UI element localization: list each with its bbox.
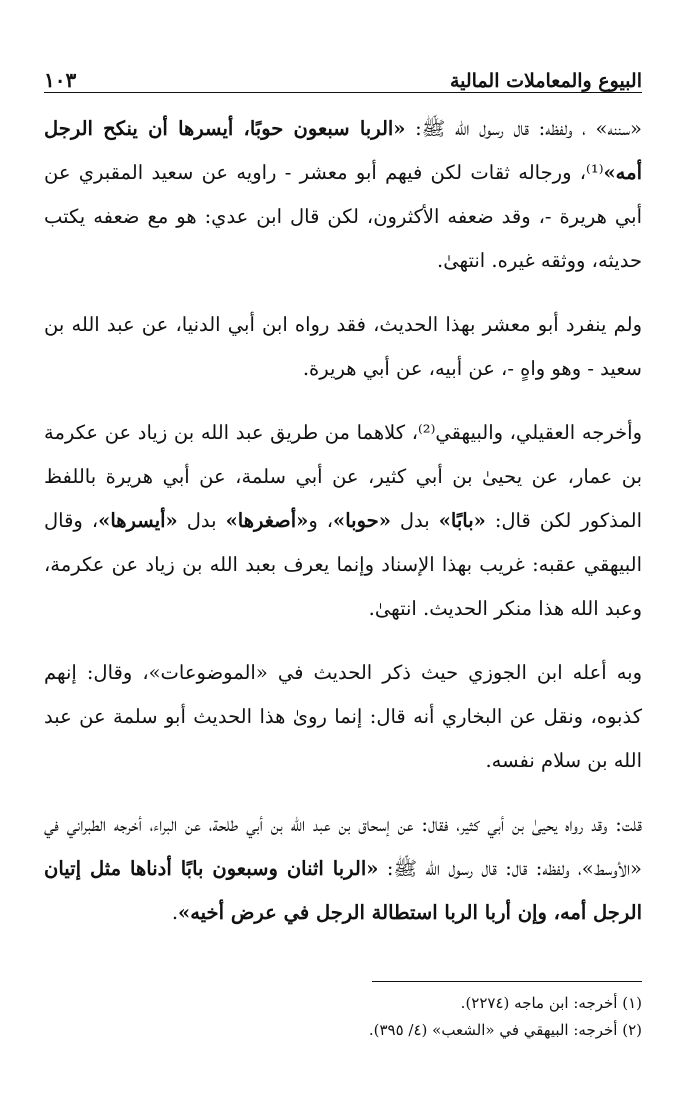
text-segment: وأخرجه العقيلي، والبيهقي⁽²⁾، كلاهما من طريق عبد الله بن زياد عن عكرمة بن عمار، عن يحيىٰ بن أبي كثير، عن أبي سلمة، عن أبي هريرة باللفظ المذكور لكن قال: <box>44 421 642 532</box>
text-segment: ⁽¹⁾، ورجاله ثقات لكن فيهم أبو معشر - راويه عن سعيد المقبري عن أبي هريرة -، وقد ضعفه الأكثرون، لكن قال ابن عدي: هو مع ضعفه يكتب حديثه، ووثقه غيره. انتهىٰ. <box>44 161 642 272</box>
paragraph-1 <box>44 107 642 283</box>
page-number: ١٠٣ <box>44 68 77 92</box>
running-title: البيوع والمعاملات المالية <box>449 70 642 92</box>
text-segment: ولم ينفرد أبو معشر بهذا الحديث، فقد رواه ابن أبي الدنيا، عن عبد الله بن سعيد - وهو واهٍ -، عن أبيه، عن أبي هريرة. <box>44 313 642 380</box>
header-rule <box>44 92 642 93</box>
bold-quote: «الربا سبعون حوبًا، أيسرها أن ينكح الرجل أمه» <box>44 117 642 184</box>
paragraph-5 <box>44 803 642 935</box>
footnote-1: (١) أخرجه: ابن ماجه (٢٢٧٤). <box>460 994 642 1012</box>
bold-quote: «الربا اثنان وسبعون بابًا أدناها مثل إتيان الرجل أمه، وإن أربا الربا استطالة الرجل في عرض أخيه» <box>44 857 642 924</box>
text-segment: بدل <box>177 509 226 532</box>
text-segment: ، و <box>308 509 334 532</box>
text-segment: قلت: وقد رواه يحيىٰ بن أبي كثير، فقال: عن إسحاق بن عبد الله بن أبي طلحة، عن البراء، أخرجه الطبراني في «الأوسط»، ولفظه: قال: قال رسول الله ﷺ: <box>44 813 642 880</box>
paragraph-3 <box>44 411 642 631</box>
text-segment: وبه أعله ابن الجوزي حيث ذكر الحديث في «الموضوعات»، وقال: إنهم كذبوه، ونقل عن البخاري أنه قال: إنما روىٰ هذا الحديث أبو سلمة عن عبد الله بن سلام نفسه. <box>44 661 642 772</box>
paragraph-2 <box>44 303 642 391</box>
text-segment: ، وقال البيهقي عقبه: غريب بهذا الإسناد وإنما يعرف بعبد الله بن زياد عن عكرمة، وعبد الله هذا منكر الحديث. انتهىٰ. <box>44 509 642 620</box>
bold-quote: «أصغرها» <box>225 509 309 532</box>
bold-quote: «حوبا» <box>333 509 391 532</box>
footnote-2: (٢) أخرجه: البيهقي في «الشعب» (٤/ ٣٩٥). <box>368 1021 642 1039</box>
bold-quote: «أيسرها» <box>98 509 178 532</box>
running-header <box>44 58 642 92</box>
footnotes <box>44 990 642 1044</box>
body-text <box>44 107 642 935</box>
text-segment: بدل <box>390 509 439 532</box>
paragraph-4 <box>44 651 642 783</box>
text-segment: «سننه» ، ولفظه: قال رسول الله ﷺ: <box>405 117 642 140</box>
bold-quote: «بابًا» <box>438 509 486 532</box>
text-segment: . <box>171 901 179 924</box>
footnote-rule <box>372 981 642 982</box>
